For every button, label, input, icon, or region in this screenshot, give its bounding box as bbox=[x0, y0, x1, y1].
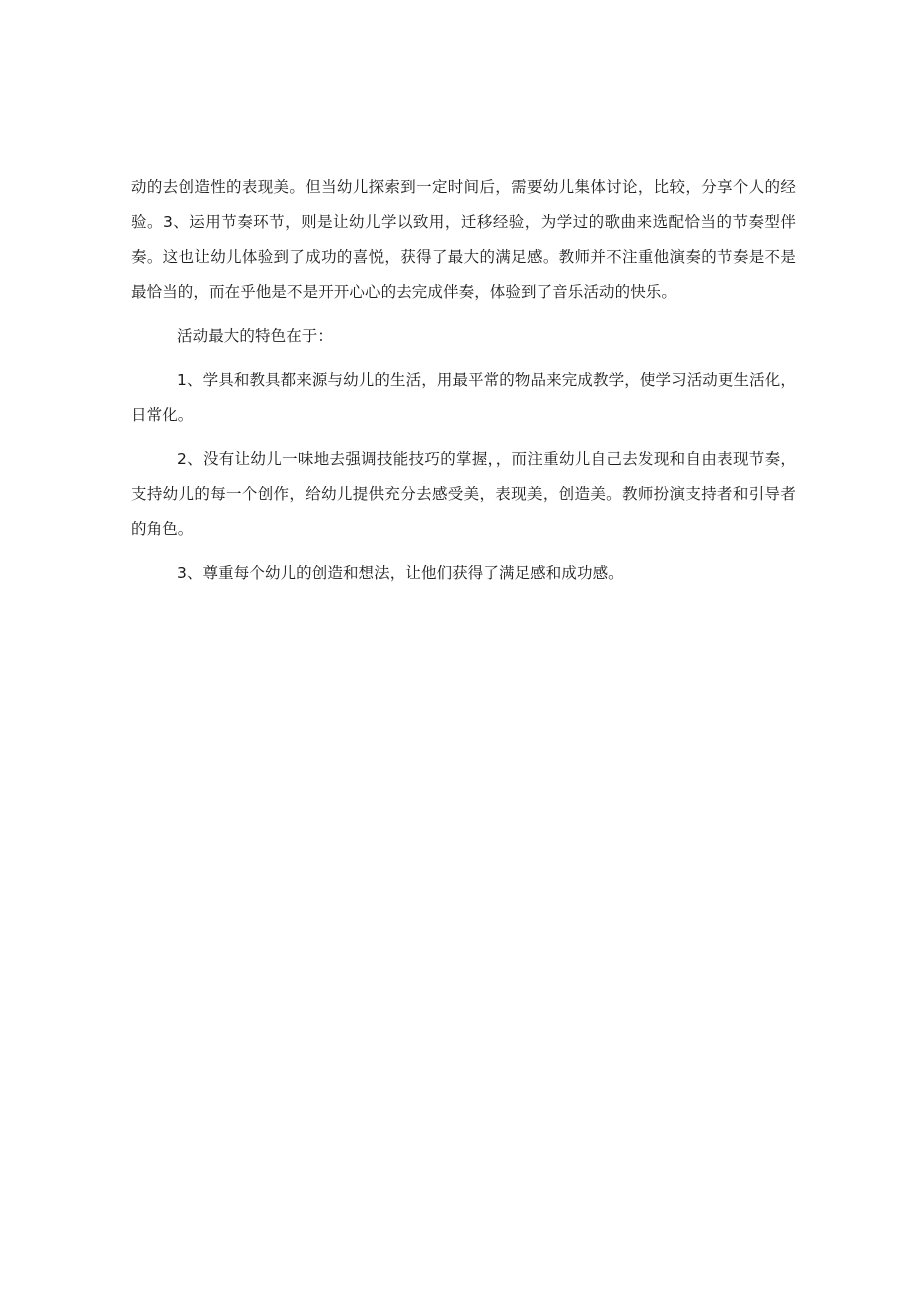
paragraph-continuation: 动的去创造性的表现美。但当幼儿探索到一定时间后，需要幼儿集体讨论，比较，分享个人的经验。3、运用节奏环节，则是让幼儿学以致用，迁移经验，为学过的歌曲来选配恰当的节奏型伴奏。这也让幼儿体验到了成功的喜悦，获得了最大的满足感。教师并不注重他演奏的节奏是不是最恰当的，而在乎他是不是开开心心的去完成伴奏，体验到了音乐活动的快乐。 bbox=[131, 178, 796, 301]
paragraph-feature-2: 2、没有让幼儿一味地去强调技能技巧的掌握，，而注重幼儿自己去发现和自由表现节奏，支持幼儿的每一个创作，给幼儿提供充分去感受美，表现美，创造美。教师扮演支持者和引导者的角色。 bbox=[131, 450, 796, 538]
document-body bbox=[131, 170, 796, 591]
paragraph-feature-3: 3、尊重每个幼儿的创造和想法，让他们获得了满足感和成功感。 bbox=[177, 564, 624, 582]
paragraph-feature-1: 1、学具和教具都来源与幼儿的生活，用最平常的物品来完成教学，使学习活动更生活化，日常化。 bbox=[131, 371, 796, 424]
paragraph-features-heading: 活动最大的特色在于： bbox=[177, 327, 334, 345]
